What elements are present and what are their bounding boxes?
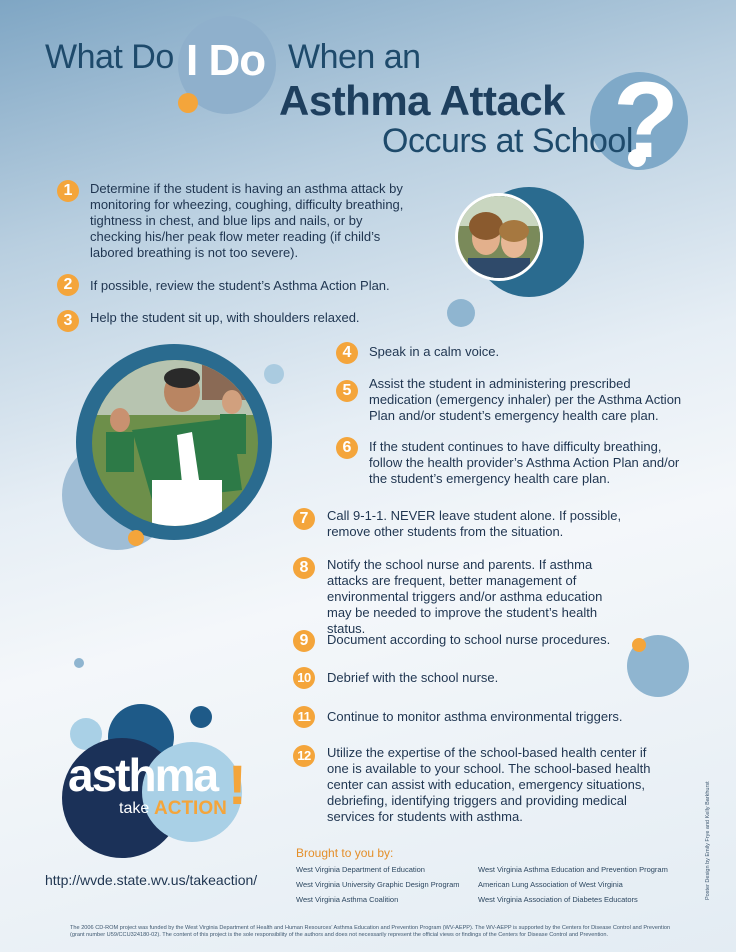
question-mark-icon: ? bbox=[613, 59, 679, 180]
step-text-9: Document according to school nurse procedures. bbox=[327, 632, 611, 647]
title-part2: When an bbox=[288, 38, 421, 76]
logo-dot-top bbox=[190, 706, 212, 728]
step-number-3: 3 bbox=[57, 310, 79, 332]
title-part1: What Do bbox=[45, 38, 174, 76]
step-text-7: Call 9-1-1. NEVER leave student alone. If possible, remove other students from the situation. bbox=[327, 508, 622, 539]
step-text-2: If possible, review the student’s Asthma Action Plan. bbox=[90, 278, 390, 293]
step-number-5: 5 bbox=[336, 380, 358, 402]
step-text-12: Utilize the expertise of the school-based health center if one is available to your school. The school-based health center can assist with education, emergency situations, debriefing, identifying triggers and providing medical services for students with asthma. bbox=[327, 745, 651, 824]
design-credit: Poster Design by Emily Frye and Kelly Barkhurst bbox=[705, 781, 711, 900]
footer-funding: The 2006 CD-ROM project was funded by the West Virginia Department of Health and Human Resources’ Asthma Education and Prevention Program (WV-AEPP). The WV-AEPP is supported by the Centers for Disease Control and Prevention (grant number U59/CCU324180-02). The content of this project is the sole responsibility of the authors and does not necessarily represent the official views or findings of the Centers for Disease Control and Prevention. bbox=[70, 925, 671, 938]
step-number-12: 12 bbox=[293, 745, 315, 767]
org-left-2: West Virginia University Graphic Design Program bbox=[296, 880, 460, 889]
step-text-6: If the student continues to have difficulty breathing, follow the health provider’s Asthma Action Plan and/or the student’s emergency health care plan. bbox=[369, 439, 680, 486]
dot-tiny-left bbox=[74, 658, 84, 668]
step-text-4: Speak in a calm voice. bbox=[369, 344, 500, 359]
step-number-6: 6 bbox=[336, 437, 358, 459]
website-url[interactable]: http://wvde.state.wv.us/takeaction/ bbox=[45, 872, 258, 888]
org-right-3: West Virginia Association of Diabetes Educators bbox=[478, 895, 638, 904]
logo-asthma: asthma bbox=[68, 749, 218, 801]
logo-take: take bbox=[119, 800, 150, 817]
dot-blue-right-left bbox=[264, 364, 284, 384]
dot-blue-small bbox=[447, 299, 475, 327]
step-number-11: 11 bbox=[293, 706, 315, 728]
step-text-11: Continue to monitor asthma environmental triggers. bbox=[327, 709, 623, 724]
step-text-3: Help the student sit up, with shoulders relaxed. bbox=[90, 310, 360, 325]
step-number-4: 4 bbox=[336, 342, 358, 364]
title-dot-orange bbox=[178, 93, 198, 113]
logo-action: ACTION bbox=[154, 798, 227, 819]
step-number-2: 2 bbox=[57, 274, 79, 296]
step-text-5: Assist the student in administering prescribed medication (emergency inhaler) per the Asthma Action Plan and/or student’s emergency health care plan. bbox=[369, 376, 682, 423]
step-text-8: Notify the school nurse and parents. If asthma attacks are frequent, better management of environmental triggers and/or asthma education may be needed to improve the student’s health status. bbox=[327, 557, 603, 636]
org-right-1: West Virginia Asthma Education and Prevention Program bbox=[478, 865, 668, 874]
title-line3: Occurs at School bbox=[382, 122, 633, 160]
brought-label: Brought to you by: bbox=[296, 846, 394, 860]
photo-soccer bbox=[92, 360, 258, 526]
step-text-10: Debrief with the school nurse. bbox=[327, 670, 499, 685]
step-number-10: 10 bbox=[293, 667, 315, 689]
title-line2: Asthma Attack bbox=[279, 77, 566, 124]
logo-exclamation: ! bbox=[228, 753, 247, 816]
step-number-7: 7 bbox=[293, 508, 315, 530]
org-right-2: American Lung Association of West Virginia bbox=[478, 880, 623, 889]
step-text-1: Determine if the student is having an asthma attack by monitoring for wheezing, coughing, difficulty breathing, tightness in chest, and blue lips and nails, or by checking his/her peak flow meter reading (if child’s labored breathing is not too severe). bbox=[90, 181, 404, 260]
step-number-8: 8 bbox=[293, 557, 315, 579]
title-highlight: I Do bbox=[186, 36, 266, 85]
step-number-1: 1 bbox=[57, 180, 79, 202]
dot-orange-left bbox=[128, 530, 144, 546]
org-left-1: West Virginia Department of Education bbox=[296, 865, 425, 874]
step-number-9: 9 bbox=[293, 630, 315, 652]
photo-women bbox=[455, 193, 543, 281]
org-left-3: West Virginia Asthma Coalition bbox=[296, 895, 399, 904]
